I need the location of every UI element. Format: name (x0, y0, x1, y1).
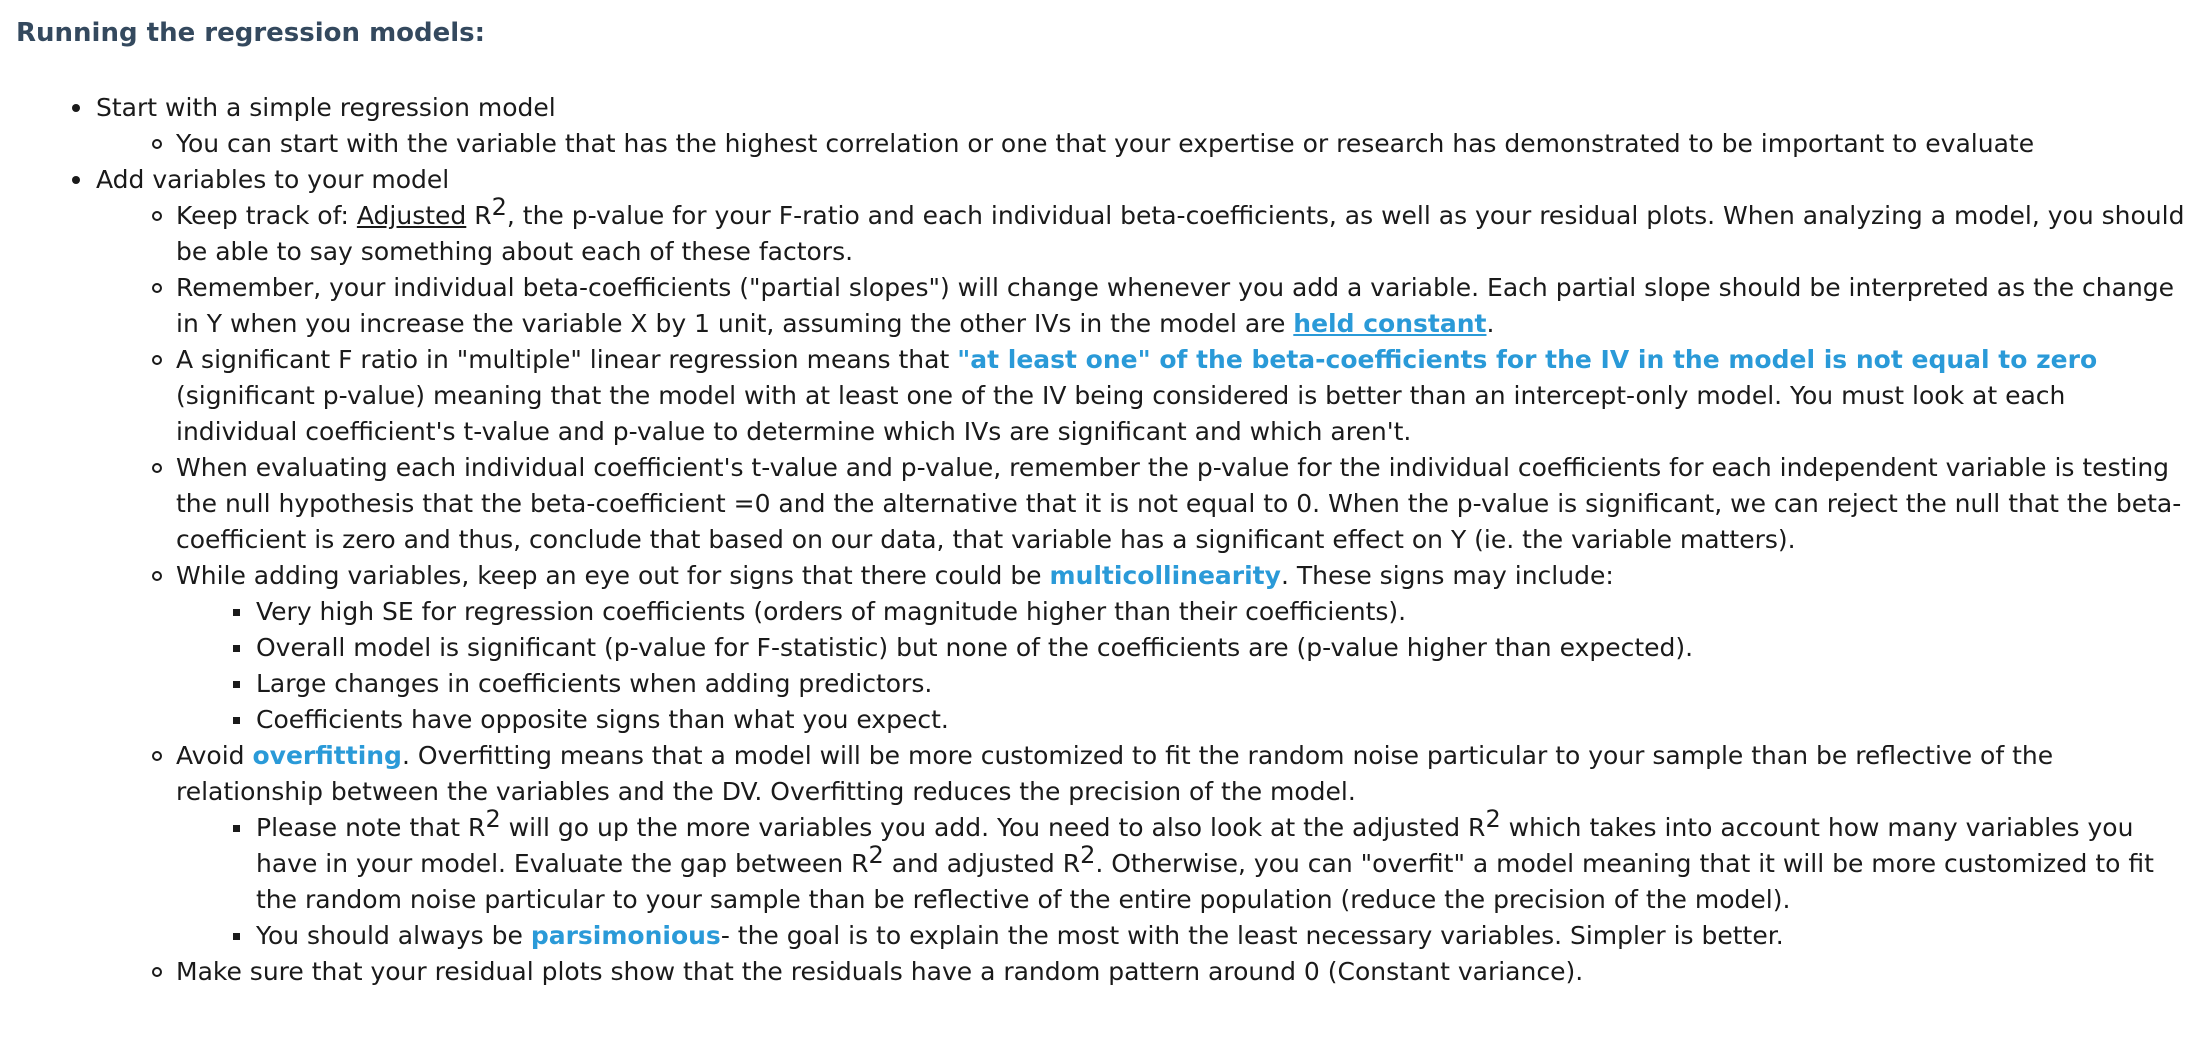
list-item-f-ratio (16, 342, 2192, 450)
text: When evaluating each individual coefficient's t-value and p-value, remember the p-value for the individual coefficients for each independent variable is testing the null hypothesis that the beta-coefficient =0 and the alternative that it is not equal to 0. When the p-value is significant, we can reject the null that the beta-coefficient is zero and thus, conclude that based on our data, that variable has a significant effect on Y (ie. the variable matters). (176, 453, 2182, 554)
parsimonious-link[interactable]: parsimonious (530, 921, 721, 950)
text: A significant F ratio in "multiple" linear regression means that (176, 345, 958, 374)
superscript: 2 (485, 805, 501, 833)
text: (significant p-value) meaning that the model with at least one of the IV being considered is better than an intercept-only model. You must look at each individual coefficient's t-value and p-value to determine which IVs are significant and which aren't. (176, 381, 2066, 446)
superscript: 2 (1485, 805, 1501, 833)
superscript: 2 (491, 193, 507, 221)
item-text: Very high SE for regression coefficients (orders of magnitude higher than their coefficients). (256, 597, 1407, 626)
multicollinearity-link[interactable]: multicollinearity (1049, 561, 1281, 590)
list-item-residual-plots (16, 954, 2192, 990)
text: R (466, 201, 492, 230)
main-list (16, 90, 2192, 990)
list-item (16, 594, 2192, 630)
superscript: 2 (1080, 841, 1096, 869)
text: . (1486, 309, 1495, 338)
signs-list (16, 594, 2192, 738)
list-item (16, 126, 2192, 162)
text: While adding variables, keep an eye out for signs that there could be (176, 561, 1050, 590)
list-item-r-squared-note (16, 805, 2192, 918)
item-text: Large changes in coefficients when adding predictors. (256, 669, 933, 698)
text: . These signs may include: (1280, 561, 1614, 590)
list-item-evaluating (16, 450, 2192, 558)
section-title: Running the regression models: (16, 18, 486, 48)
item-text: Overall model is significant (p-value for F-statistic) but none of the coefficients are (p-value higher than expected). (256, 633, 1694, 662)
list-item (16, 702, 2192, 738)
text: will go up the more variables you add. You need to also look at the adjusted R (500, 813, 1486, 842)
held-constant-link[interactable]: held constant (1293, 309, 1487, 338)
text: . Overfitting means that a model will be more customized to fit the random noise particular to your sample than be reflective of the relationship between the variables and the DV. Overfitting reduces the precision of the model. (176, 741, 2054, 806)
text: You should always be (256, 921, 531, 950)
text: Remember, your individual beta-coefficients ("partial slopes") will change whenever you add a variable. Each partial slope should be interpreted as the change in Y when you increase the variable X by 1 unit, assuming the other IVs in the model are (176, 273, 2175, 338)
list-item-add-variables (16, 162, 2192, 990)
at-least-one-link[interactable]: "at least one" of the beta-coefficients for the IV in the model is not equal to zero (957, 345, 2098, 374)
text: , the p-value for your F-ratio and each individual beta-coefficients, as well as your residual plots. When analyzing a model, you should be able to say something about each of these factors. (176, 201, 2185, 266)
text: - the goal is to explain the most with the least necessary variables. Simpler is better. (720, 921, 1784, 950)
list-item-simple-model (16, 90, 2192, 162)
sub-list (16, 193, 2192, 990)
text: which takes into account how many variables you have in your model. Evaluate the gap between R (256, 813, 2134, 878)
list-item (16, 630, 2192, 666)
text: . Otherwise, you can "overfit" a model meaning that it will be more customized to fit the random noise particular to your sample than be reflective of the entire population (reduce the precision of the model). (256, 849, 2154, 914)
text: Avoid (176, 741, 253, 770)
item-text: You can start with the variable that has the highest correlation or one that your expertise or research has demonstrated to be important to evaluate (176, 129, 2035, 158)
superscript: 2 (868, 841, 884, 869)
item-text: Coefficients have opposite signs than what you expect. (256, 705, 949, 734)
text: Keep track of: (176, 201, 357, 230)
list-item-remember (16, 270, 2192, 342)
item-text: Add variables to your model (96, 165, 450, 194)
overfitting-sub-list (16, 805, 2192, 954)
text: and adjusted R (883, 849, 1081, 878)
item-text: Start with a simple regression model (96, 93, 556, 122)
sub-list (16, 126, 2192, 162)
list-item (16, 666, 2192, 702)
list-item-keep-track (16, 193, 2192, 270)
list-item-multicollinearity (16, 558, 2192, 738)
adjusted-underline: Adjusted (356, 201, 467, 230)
overfitting-link[interactable]: overfitting (252, 741, 402, 770)
list-item-overfitting (16, 738, 2192, 954)
list-item-parsimonious (16, 918, 2192, 954)
text: Make sure that your residual plots show that the residuals have a random pattern around 0 (Constant variance). (176, 957, 1584, 986)
text: Please note that R (256, 813, 486, 842)
